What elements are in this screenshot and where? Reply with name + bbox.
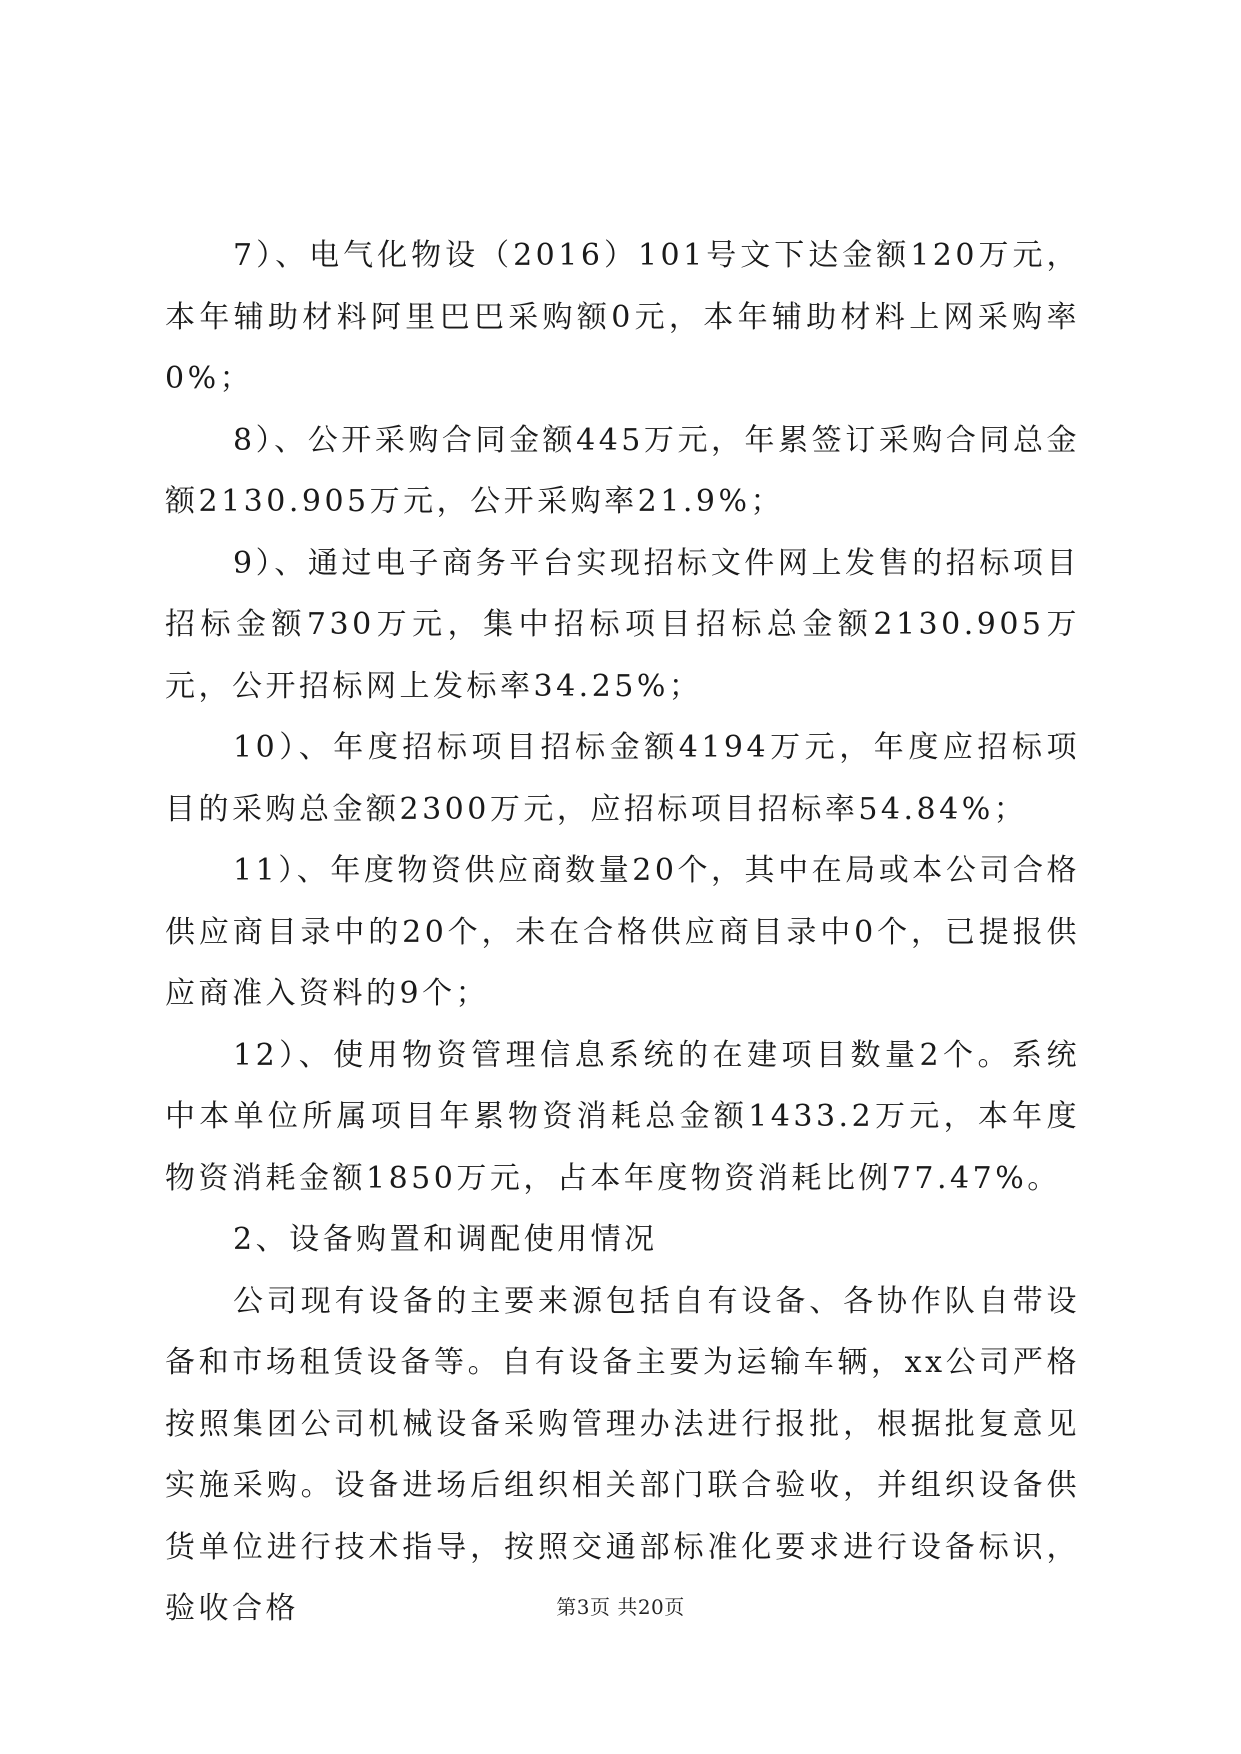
paragraph-item-8: 8）、公开采购合同金额445万元，年累签订采购合同总金额2130.905万元，公开采购率21.9%； (165, 422, 1080, 519)
page-number-footer: 第3页 共20页 (556, 1595, 685, 1619)
document-body (165, 225, 1080, 1640)
paragraph-item-9: 9）、通过电子商务平台实现招标文件网上发售的招标项目招标金额730万元，集中招标项目招标总金额2130.905万元，公开招标网上发标率34.25%； (165, 545, 1080, 704)
paragraph-item-10: 10）、年度招标项目招标金额4194万元，年度应招标项目的采购总金额2300万元，应招标项目招标率54.84%； (165, 730, 1080, 827)
section-heading: 2、设备购置和调配使用情况 (233, 1222, 658, 1257)
paragraph-item-11: 11）、年度物资供应商数量20个，其中在局或本公司合格供应商目录中的20个，未在合格供应商目录中0个，已提报供应商准入资料的9个； (165, 853, 1080, 1011)
paragraph-item-7: 7）、电气化物设（2016）101号文下达金额120万元，本年辅助材料阿里巴巴采购额0元，本年辅助材料上网采购率0%； (165, 238, 1080, 396)
paragraph-item-12: 12）、使用物资管理信息系统的在建项目数量2个。系统中本单位所属项目年累物资消耗总金额1433.2万元，本年度物资消耗金额1850万元，占本年度物资消耗比例77.47%。 (165, 1037, 1080, 1196)
paragraph-equipment: 公司现有设备的主要来源包括自有设备、各协作队自带设备和市场租赁设备等。自有设备主要为运输车辆，xx公司严格按照集团公司机械设备采购管理办法进行报批，根据批复意见实施采购。设备进场后组织相关部门联合验收，并组织设备供货单位进行技术指导，按照交通部标准化要求进行设备标识，验收合格 (165, 1283, 1080, 1626)
